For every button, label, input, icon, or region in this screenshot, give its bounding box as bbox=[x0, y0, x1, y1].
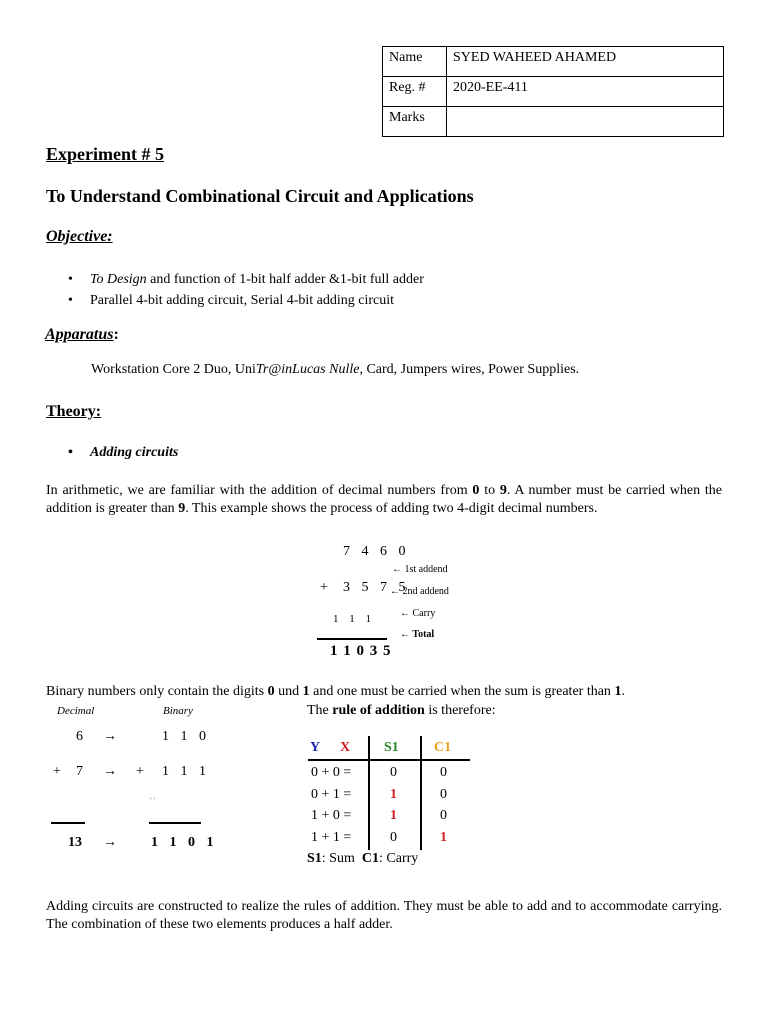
text: und bbox=[274, 684, 303, 699]
label-carry: ← Carry bbox=[400, 608, 436, 619]
objective-item-text: Parallel 4-bit adding circuit, Serial 4-bit adding circuit bbox=[90, 293, 395, 308]
legend-s1-text: : Sum bbox=[321, 851, 355, 866]
info-value: SYED WAHEED AHAMED bbox=[447, 47, 724, 77]
apparatus-heading-text: Apparatus bbox=[45, 326, 114, 343]
rule-heading bbox=[307, 703, 496, 719]
info-row-marks bbox=[383, 107, 724, 137]
binary-operand-2: 1 1 1 bbox=[162, 764, 210, 779]
row-sum: 0 bbox=[390, 765, 397, 780]
text-bold: 1 bbox=[614, 684, 622, 699]
objective-heading: Objective: bbox=[46, 228, 113, 245]
apparatus-heading bbox=[45, 326, 119, 344]
apparatus-text bbox=[91, 362, 579, 378]
experiment-title: To Understand Combinational Circuit and Applications bbox=[46, 186, 474, 206]
row-carry: 0 bbox=[440, 787, 447, 802]
text: Binary numbers only contain the digits bbox=[46, 684, 268, 699]
row-sum: 1 bbox=[390, 808, 397, 823]
row-carry: 0 bbox=[440, 765, 447, 780]
info-row-name bbox=[383, 47, 724, 77]
decimal-addend-2: 3 5 7 5 bbox=[343, 580, 410, 595]
row-carry: 1 bbox=[440, 830, 447, 845]
decimal-column-header: Decimal bbox=[57, 705, 95, 717]
label-1st-addend: ← 1st addend bbox=[392, 564, 448, 575]
text: The bbox=[307, 703, 333, 718]
row-expression: 0 + 1 = bbox=[311, 787, 352, 802]
theory-paragraph-1 bbox=[46, 482, 722, 518]
text-bold: 1 bbox=[302, 684, 310, 699]
decimal-operand-2: 7 bbox=[76, 764, 83, 779]
decimal-operand-1: 6 bbox=[76, 729, 83, 744]
info-label: Marks bbox=[383, 107, 447, 137]
info-value: 2020-EE-411 bbox=[447, 77, 724, 107]
table-header-rule bbox=[308, 759, 470, 761]
legend-s1: S1 bbox=[307, 851, 322, 866]
decimal-plus: + bbox=[53, 764, 61, 779]
theory-paragraph-2 bbox=[46, 683, 722, 701]
decimal-addend-1: 7 4 6 0 bbox=[343, 544, 410, 559]
row-sum: 0 bbox=[390, 830, 397, 845]
row-expression: 1 + 0 = bbox=[311, 808, 352, 823]
decimal-sum-line bbox=[51, 822, 85, 824]
decimal-sum: 13 bbox=[68, 835, 82, 850]
objective-item bbox=[68, 293, 395, 309]
legend-c1-text: : Carry bbox=[379, 851, 419, 866]
text: . This example shows the process of adding two 4-digit decimal numbers. bbox=[185, 501, 598, 516]
text-bold: 9 bbox=[499, 483, 507, 498]
bullet-icon: • bbox=[68, 293, 73, 308]
legend-c1: C1 bbox=[361, 851, 379, 866]
apparatus-text-a: Workstation Core 2 Duo, Uni bbox=[91, 362, 256, 377]
text: . bbox=[621, 684, 625, 699]
header-c1: C1 bbox=[434, 740, 452, 755]
bullet-icon: • bbox=[68, 445, 73, 460]
info-value bbox=[447, 107, 724, 137]
student-info-table bbox=[382, 46, 724, 137]
label-total: ← Total bbox=[400, 629, 435, 640]
arrow-icon: → bbox=[103, 764, 117, 779]
text-bold: 9 bbox=[178, 501, 186, 516]
theory-bullet-text: Adding circuits bbox=[90, 445, 179, 460]
header-y: Y bbox=[310, 740, 321, 755]
arrow-icon: → bbox=[103, 835, 117, 850]
apparatus-text-b: , Card, Jumpers wires, Power Supplies. bbox=[359, 362, 580, 377]
theory-heading: Theory: bbox=[46, 403, 102, 420]
row-expression: 0 + 0 = bbox=[311, 765, 352, 780]
sum-line bbox=[317, 638, 387, 640]
binary-operand-1: 1 1 0 bbox=[162, 729, 210, 744]
binary-carry-marks: ' ' bbox=[150, 796, 156, 806]
binary-column-header: Binary bbox=[163, 705, 193, 717]
text: is therefore: bbox=[424, 703, 496, 718]
row-carry: 0 bbox=[440, 808, 447, 823]
row-sum: 1 bbox=[390, 787, 397, 802]
objective-item bbox=[68, 272, 424, 288]
header-s1: S1 bbox=[384, 740, 399, 755]
info-row-reg bbox=[383, 77, 724, 107]
decimal-total: 1 1 0 3 5 bbox=[330, 643, 392, 659]
text-bold: 0 bbox=[472, 483, 480, 498]
experiment-heading: Experiment # 5 bbox=[46, 144, 164, 164]
header-x: X bbox=[340, 740, 351, 755]
text-bold: rule of addition bbox=[332, 703, 425, 718]
binary-sum: 1 1 0 1 bbox=[151, 835, 218, 850]
info-label: Name bbox=[383, 47, 447, 77]
text-bold: 0 bbox=[267, 684, 275, 699]
text: In arithmetic, we are familiar with the addition of decimal numbers from bbox=[46, 483, 473, 498]
addition-rule-table bbox=[308, 740, 470, 852]
arrow-icon: → bbox=[103, 729, 117, 744]
theory-bullet bbox=[68, 445, 179, 461]
label-2nd-addend: ← 2nd addend bbox=[390, 586, 449, 597]
theory-paragraph-3: Adding circuits are constructed to realize the rules of addition. They must be able to add and to accommodate carrying. The combination of these two elements produces a half adder. bbox=[46, 899, 722, 932]
decimal-plus: + bbox=[320, 580, 328, 595]
table-divider bbox=[420, 736, 422, 850]
apparatus-text-italic: Tr@inLucas Nulle bbox=[255, 362, 360, 377]
binary-sum-line bbox=[149, 822, 201, 824]
objective-item-text: and function of 1-bit half adder &1-bit full adder bbox=[146, 272, 424, 287]
decimal-carry: 1 1 1 bbox=[333, 613, 375, 625]
binary-plus: + bbox=[136, 764, 144, 779]
apparatus-colon: : bbox=[113, 326, 119, 343]
objective-item-italic: To Design bbox=[90, 272, 147, 287]
table-divider bbox=[368, 736, 370, 850]
text: and one must be carried when the sum is greater than bbox=[309, 684, 615, 699]
text: . A number must be carried when the addition is greater than bbox=[46, 483, 723, 516]
rule-legend bbox=[307, 851, 418, 867]
bullet-icon: • bbox=[68, 272, 73, 287]
info-label: Reg. # bbox=[383, 77, 447, 107]
text: to bbox=[479, 483, 500, 498]
row-expression: 1 + 1 = bbox=[311, 830, 352, 845]
